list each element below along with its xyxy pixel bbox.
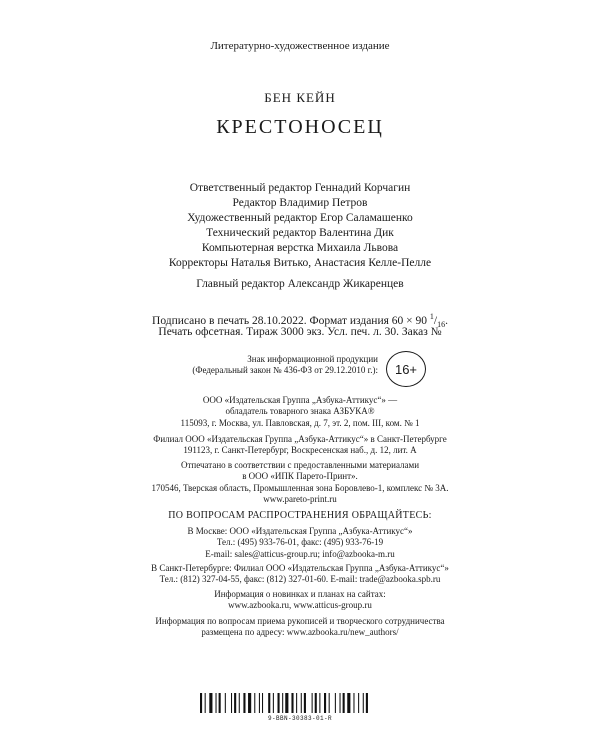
barcode — [200, 693, 400, 725]
barcode-bar — [340, 693, 341, 713]
staff-line: Корректоры Наталья Витько, Анастасия Келле-Пелле — [168, 257, 432, 269]
edition-type: Литературно-художественное издание — [210, 40, 390, 52]
moscow-contact-line: E-mail: sales@atticus-group.ru; info@azbooka-m.ru — [205, 549, 395, 559]
publisher-line: 115093, г. Москва, ул. Павловская, д. 7, эт. 2, пом. III, ком. № 1 — [180, 418, 420, 428]
barcode-bar — [343, 693, 345, 713]
age-rating-label-line: Знак информационной продукции — [247, 354, 378, 364]
barcode-bar — [315, 693, 317, 713]
barcode-bar — [301, 693, 302, 713]
spb-contact-line: Тел.: (812) 327-04-55, факс: (812) 327-01-60. E-mail: trade@azbooka.spb.ru — [159, 574, 441, 584]
manuscripts-line: размещена по адресу: www.azbooka.ru/new_authors/ — [201, 627, 399, 637]
printer-line: 170546, Тверская область, Промышленная зона Боровлево-1, комплекс № 3А. — [151, 483, 449, 493]
format-fraction-denominator: 16 — [437, 320, 446, 330]
barcode-bar — [273, 693, 274, 713]
age-rating-badge: 16+ — [386, 351, 426, 387]
barcode-bar — [304, 693, 306, 713]
age-rating-label — [168, 354, 378, 377]
book-title: КРЕСТОНОСЕЦ — [216, 116, 384, 138]
staff-line: Художественный редактор Егор Саламашенко — [187, 212, 413, 224]
barcode-bar — [225, 693, 226, 713]
barcode-bar — [358, 693, 359, 713]
barcode-bar — [259, 693, 260, 713]
barcode-bar — [243, 693, 245, 713]
barcode-bar — [219, 693, 221, 713]
format-fraction-numerator: 1 — [429, 312, 434, 321]
staff-line: Редактор Владимир Петров — [232, 197, 368, 209]
age-rating-label-line: (Федеральный закон № 436-ФЗ от 29.12.2010 г.): — [192, 365, 378, 376]
news-info-line: Информация о новинках и планах на сайтах: — [214, 589, 386, 599]
barcode-bar — [216, 693, 217, 713]
barcode-bar — [282, 693, 283, 713]
barcode-number: 9-BBN-30383-01-R — [267, 715, 332, 722]
barcode-bar — [312, 693, 313, 713]
publisher-line: обладатель товарного знака АЗБУКА® — [225, 406, 375, 416]
barcode-bar — [268, 693, 270, 713]
barcode-bar — [324, 693, 326, 713]
printer-line: в ООО «ИПК Парето-Принт». — [242, 471, 358, 481]
age-rating-block — [168, 351, 438, 385]
barcode-bar — [319, 693, 320, 713]
barcode-bar — [363, 693, 364, 713]
staff-line: Компьютерная верстка Михаила Львова — [201, 242, 399, 254]
spb-branch-line: Филиал ООО «Издательская Группа „Азбука-Аттикус“» в Санкт-Петербурге — [153, 434, 447, 444]
barcode-bar — [296, 693, 297, 713]
barcode-bar — [231, 693, 232, 713]
spb-contact-line: В Санкт-Петербурге: Филиал ООО «Издательская Группа „Азбука-Аттикус“» — [151, 563, 449, 573]
barcode-bar — [291, 693, 293, 713]
spb-branch-line: 191123, г. Санкт-Петербург, Воскресенская наб., д. 12, лит. А — [183, 445, 417, 455]
book-author: БЕН КЕЙН — [264, 90, 336, 105]
chief-editor: Главный редактор Александр Жикаренцев — [196, 278, 404, 290]
publisher-line: ООО «Издательская Группа „Азбука-Аттикус“» — — [202, 395, 398, 405]
barcode-bar — [254, 693, 255, 713]
barcode-bar — [347, 693, 350, 713]
printer-line: Отпечатано в соответствии с предоставленными материалами — [180, 460, 420, 470]
barcode-bar — [262, 693, 263, 713]
print-format-end: . — [445, 314, 448, 327]
distribution-heading: ПО ВОПРОСАМ РАСПРОСТРАНЕНИЯ ОБРАЩАЙТЕСЬ: — [168, 510, 432, 521]
print-info-line-1: Подписано в печать 28.10.2022. Формат издания 60 × 90 $^1/_{16}$. — [152, 312, 448, 330]
barcode-bar — [200, 693, 202, 713]
barcode-bar — [239, 693, 240, 713]
staff-line: Ответственный редактор Геннадий Корчагин — [189, 182, 411, 194]
moscow-contact-line: В Москве: ООО «Издательская Группа „Азбука-Аттикус“» — [187, 526, 413, 536]
news-sites-line: www.azbooka.ru, www.atticus-group.ru — [228, 600, 372, 610]
barcode-bar — [278, 693, 280, 713]
staff-line: Технический редактор Валентина Дик — [206, 227, 394, 239]
barcode-bar — [205, 693, 206, 713]
barcode-bar — [234, 693, 236, 713]
manuscripts-line: Информация по вопросам приема рукописей и творческого сотрудничества — [155, 616, 445, 626]
barcode-bar — [248, 693, 251, 713]
barcode-bar — [285, 693, 288, 713]
print-format: Подписано в печать 28.10.2022. Формат издания 60 × 90 — [152, 314, 428, 327]
barcode-bars — [200, 693, 400, 713]
barcode-bar — [329, 693, 330, 713]
printer-link: www.pareto-print.ru — [263, 494, 337, 504]
barcode-bar — [209, 693, 212, 713]
barcode-bar — [353, 693, 354, 713]
moscow-contact-line: Тел.: (495) 933-76-01, факс: (495) 933-76-19 — [216, 537, 384, 547]
barcode-bar — [366, 693, 368, 713]
barcode-bar — [335, 693, 336, 713]
print-info-line-2: Печать офсетная. Тираж 3000 экз. Усл. печ. л. 30. Заказ № — [158, 326, 442, 338]
